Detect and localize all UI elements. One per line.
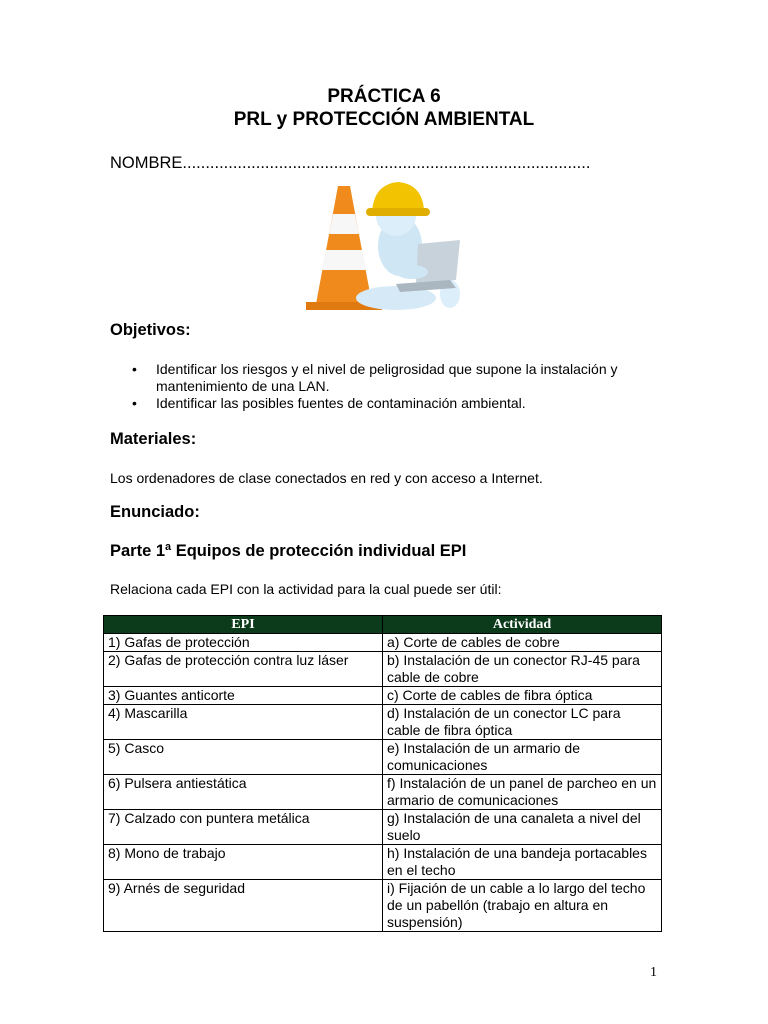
title-line-1: PRÁCTICA 6 [327,86,441,107]
bullet-icon: • [132,361,137,377]
actividad-cell: e) Instalación de un armario de comunicaciones [383,740,662,775]
materiales-text: Los ordenadores de clase conectados en red y con acceso a Internet. [110,470,543,486]
table-row [104,810,662,845]
actividad-cell: h) Instalación de una bandeja portacables en el techo [383,845,662,880]
epi-table [103,615,662,932]
actividad-cell: a) Corte de cables de cobre [383,634,662,652]
list-item: • Identificar los riesgos y el nivel de peligrosidad que supone la instalación y mantenimiento de una LAN. [132,361,618,394]
actividad-cell: b) Instalación de un conector RJ-45 para cable de cobre [383,652,662,687]
epi-cell: 9) Arnés de seguridad [104,880,383,932]
list-item: • Identificar las posibles fuentes de contaminación ambiental. [132,395,526,411]
column-header-actividad: Actividad [383,616,662,634]
table-row [104,845,662,880]
actividad-cell: d) Instalación de un conector LC para cable de fibra óptica [383,705,662,740]
objetivos-list [110,361,670,412]
epi-cell: 2) Gafas de protección contra luz láser [104,652,383,687]
parte1-heading: Parte 1ª Equipos de protección individual EPI [110,542,467,560]
table-row [104,687,662,705]
table-row [104,880,662,932]
epi-cell: 8) Mono de trabajo [104,845,383,880]
epi-cell: 7) Calzado con puntera metálica [104,810,383,845]
materiales-heading: Materiales: [110,430,197,448]
epi-cell: 3) Guantes anticorte [104,687,383,705]
epi-cell: 4) Mascarilla [104,705,383,740]
worker-with-cone-illustration [300,176,468,322]
table-row [104,775,662,810]
page-number: 1 [650,965,657,980]
actividad-cell: c) Corte de cables de fibra óptica [383,687,662,705]
table-row [104,652,662,687]
nombre-field: NOMBRE......................................................................................... [110,154,591,172]
actividad-cell: g) Instalación de una canaleta a nivel del suelo [383,810,662,845]
table-header-row [104,616,662,634]
actividad-cell: f) Instalación de un panel de parcheo en un armario de comunicaciones [383,775,662,810]
epi-cell: 5) Casco [104,740,383,775]
column-header-epi: EPI [104,616,383,634]
table-row [104,740,662,775]
table-row [104,634,662,652]
enunciado-heading: Enunciado: [110,503,200,521]
epi-cell: 1) Gafas de protección [104,634,383,652]
bullet-icon: • [132,395,137,411]
actividad-cell: i) Fijación de un cable a lo largo del techo de un pabellón (trabajo en altura en suspensión) [383,880,662,932]
table-row [104,705,662,740]
title-line-2: PRL y PROTECCIÓN AMBIENTAL [233,109,535,130]
epi-cell: 6) Pulsera antiestática [104,775,383,810]
parte1-intro: Relaciona cada EPI con la actividad para la cual puede ser útil: [110,581,502,597]
objetivos-heading: Objetivos: [110,321,191,339]
